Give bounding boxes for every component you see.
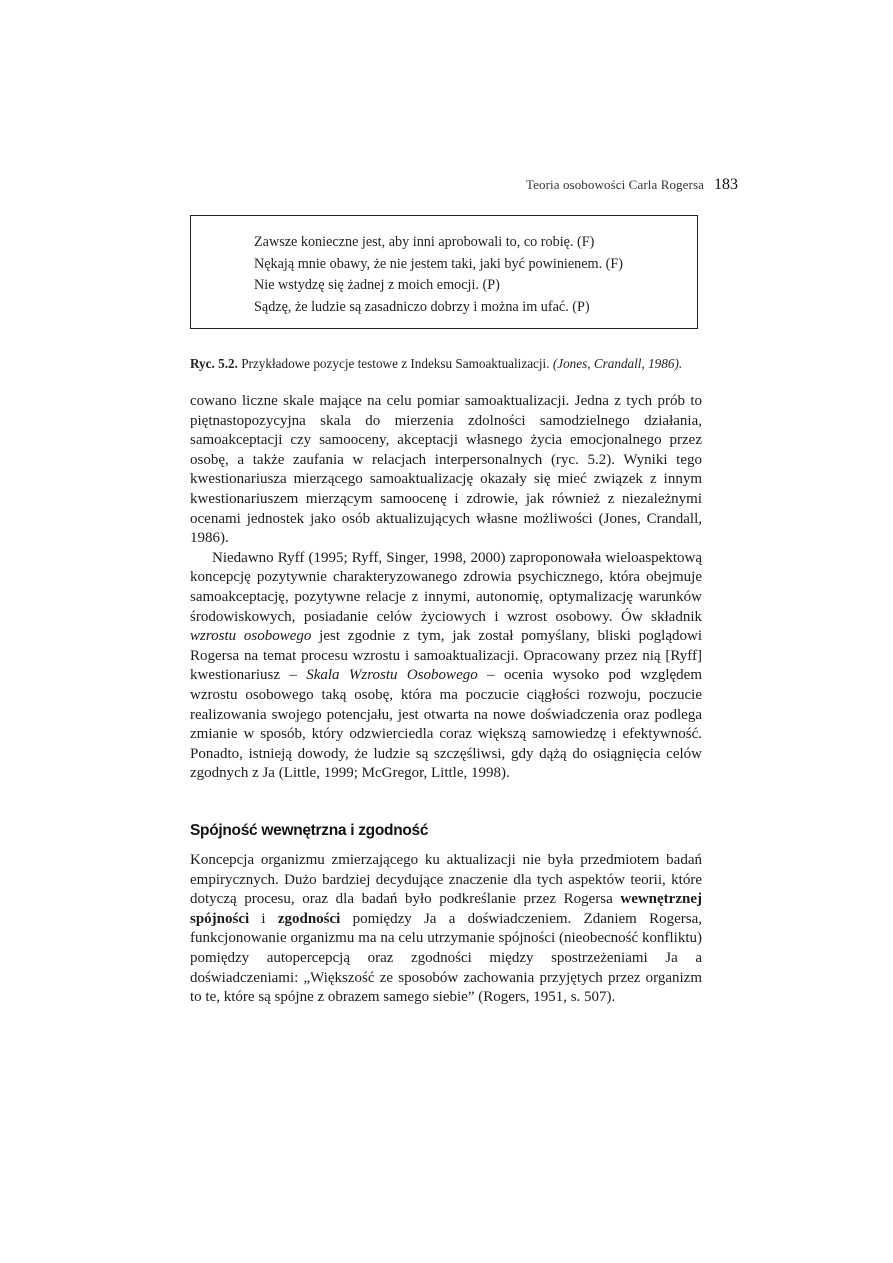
caption-label: Ryc. 5.2. bbox=[190, 356, 238, 371]
caption-text: Przykładowe pozycje testowe z Indeksu Samoaktualizacji. bbox=[241, 356, 553, 371]
paragraph-2-part-3: – ocenia wysoko pod względem wzrostu osobowego taką osobę, która ma poczucie ciągłości rozwoju, poczucie realizowania swojego potencjału, jest otwarta na nowe doświadczenia oraz podlega zmianie w sposób, który odzwierciedla coraz większą samowiedzę i efektywność. Ponadto, istnieją dowody, że ludzie są szczęśliwsi, gdy dążą do osiągnięcia celów zgodnych z Ja (Little, 1999; McGregor, Little, 1998). bbox=[190, 667, 703, 782]
paragraph-2-part-2: jest zgodnie z tym, jak został pomyślany, bliski poglądowi Rogersa na temat procesu wzrostu i samoaktualizacji. Opracowany przez nią [Ryff] kwestionariusz – bbox=[190, 628, 702, 684]
test-item: Nękają mnie obawy, że nie jestem taki, jaki być powinienem. (F) bbox=[254, 255, 624, 272]
term-internal-consistency: wewnętrznej spójności bbox=[190, 891, 702, 927]
term-congruence: zgodności bbox=[277, 910, 341, 927]
test-item: Sądzę, że ludzie są zasadniczo dobrzy i można im ufać. (P) bbox=[254, 298, 590, 315]
paragraph-2-part-1: Niedawno Ryff (1995; Ryff, Singer, 1998, 2000) zaproponowała wieloaspektową koncepcję pozytywnie charakteryzowanego zdrowia psychicznego, która obejmuje samoakceptację, pozytywne relacje z innymi, autonomię, optymalizację warunków środowiskowych, posiadanie celów życiowych i wzrost osobowy. Ów składnik bbox=[190, 549, 702, 625]
page-number: 183 bbox=[714, 176, 738, 193]
paragraph-2 bbox=[190, 549, 702, 784]
paragraph-3-part-3: pomiędzy Ja a doświadczeniem. Zdaniem Rogersa, funkcjonowanie organizmu ma na celu utrzymanie spójności (nieobecność konfliktu) pomiędzy autopercepcją oraz zgodności między spostrzeżeniami Ja a doświadczeniami: „Większość ze sposobów zachowania przyjętych przez organizm to te, które są spójne z obrazem samego siebie” (Rogers, 1951, s. 507). bbox=[190, 910, 702, 1006]
scale-name: Skala Wzrostu Osobowego bbox=[306, 667, 478, 684]
running-title: Teoria osobowości Carla Rogersa bbox=[525, 177, 704, 192]
paragraph-1: cowano liczne skale mające na celu pomiar samoaktualizacji. Jedna z tych prób to piętnastopozycyjna skala do mierzenia zdolności samodzielnego działania, samoakceptacji czy samooceny, akceptacji własnego życia emocjonalnego przez osobę, a także zaufania w relacjach interpersonalnych (ryc. 5.2). Wyniki tego kwestionariusza mierzącego samoaktualizację okazały się mieć związek z innym kwestionariuszem mierzącym samoocenę i zdrowie, jak również z niezależnymi ocenami jednostek jako osób aktualizujących własne możliwości (Jones, Crandall, 1986). bbox=[190, 393, 702, 547]
running-header bbox=[190, 176, 738, 194]
paragraph-3 bbox=[190, 851, 702, 1008]
section-heading: Spójność wewnętrzna i zgodność bbox=[190, 822, 429, 839]
test-item: Nie wstydzę się żadnej z moich emocji. (P) bbox=[254, 277, 500, 293]
main-text bbox=[190, 392, 702, 784]
figure-box bbox=[190, 215, 698, 329]
caption-source: (Jones, Crandall, 1986). bbox=[552, 356, 683, 371]
section-text bbox=[190, 851, 702, 1008]
term-personal-growth: wzrostu osobowego bbox=[190, 628, 312, 645]
figure-caption bbox=[190, 355, 708, 372]
test-item: Zawsze konieczne jest, aby inni aprobowali to, co robię. (F) bbox=[254, 234, 595, 250]
paragraph-3-part-2: i bbox=[249, 910, 278, 927]
paragraph-3-part-1: Koncepcja organizmu zmierzającego ku aktualizacji nie była przedmiotem badań empirycznych. Dużo bardziej decydujące znaczenie dla tych aspektów teorii, które dotyczą procesu, oraz dla badań było podkreślanie przez Rogersa bbox=[190, 852, 702, 908]
